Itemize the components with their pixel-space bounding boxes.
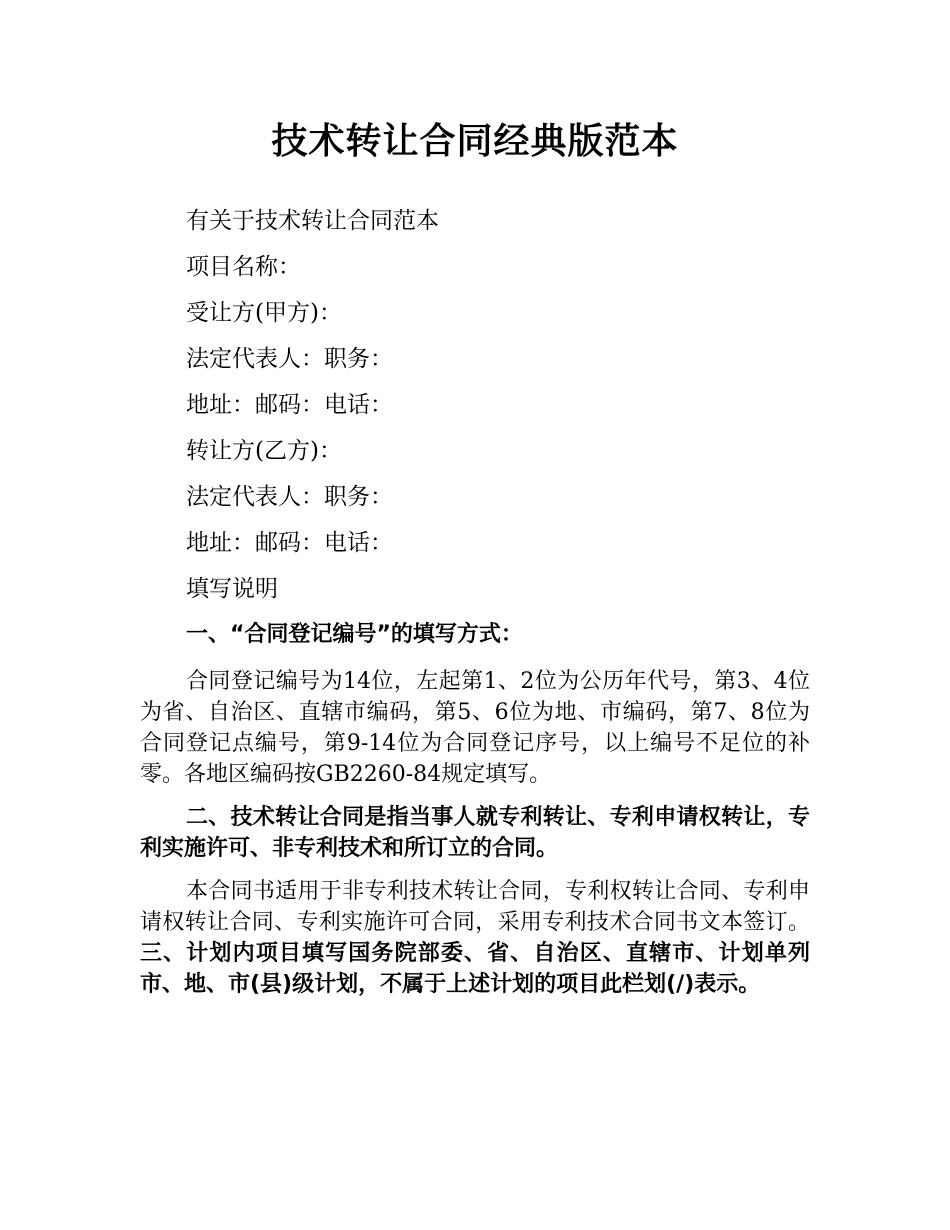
document-body xyxy=(140,198,810,1000)
party-a-field: 受让方(甲方)： xyxy=(186,300,342,326)
party-a-representative-field: 法定代表人：职务： xyxy=(186,346,393,372)
party-b-address-field: 地址：邮码：电话： xyxy=(186,530,393,556)
party-b-representative-field: 法定代表人：职务： xyxy=(186,484,393,510)
party-b-field: 转让方(乙方)： xyxy=(186,438,342,464)
section-2-body-paragraph xyxy=(140,876,810,1000)
party-a-address-field: 地址：邮码：电话： xyxy=(186,392,393,418)
section-3-text: 三、计划内项目填写国务院部委、省、自治区、直辖市、计划单列市、地、市(县)级计划，不属于上述计划的项目此栏划(/)表示。 xyxy=(140,941,810,997)
project-name-field: 项目名称： xyxy=(186,254,301,280)
document-title: 技术转让合同经典版范本 xyxy=(271,121,679,162)
section-1-body: 合同登记编号为14位，左起第1、2位为公历年代号，第3、4位为省、自治区、直辖市编码，第5、6位为地、市编码，第7、8位为合同登记点编号，第9-14位为合同登记序号，以上编号不足位的补零。各地区编码按GB2260-84规定填写。 xyxy=(140,669,810,787)
intro-line: 有关于技术转让合同范本 xyxy=(186,208,439,234)
section-2-heading: 二、技术转让合同是指当事人就专利转让、专利申请权转让，专利实施许可、非专利技术和所订立的合同。 xyxy=(140,805,810,861)
section-1-heading: 一、“合同登记编号”的填写方式： xyxy=(186,622,523,647)
section-2-body: 本合同书适用于非专利技术转让合同，专利权转让合同、专利申请权转让合同、专利实施许可合同，采用专利技术合同书文本签订。 xyxy=(140,879,810,935)
instructions-heading: 填写说明 xyxy=(186,576,278,602)
